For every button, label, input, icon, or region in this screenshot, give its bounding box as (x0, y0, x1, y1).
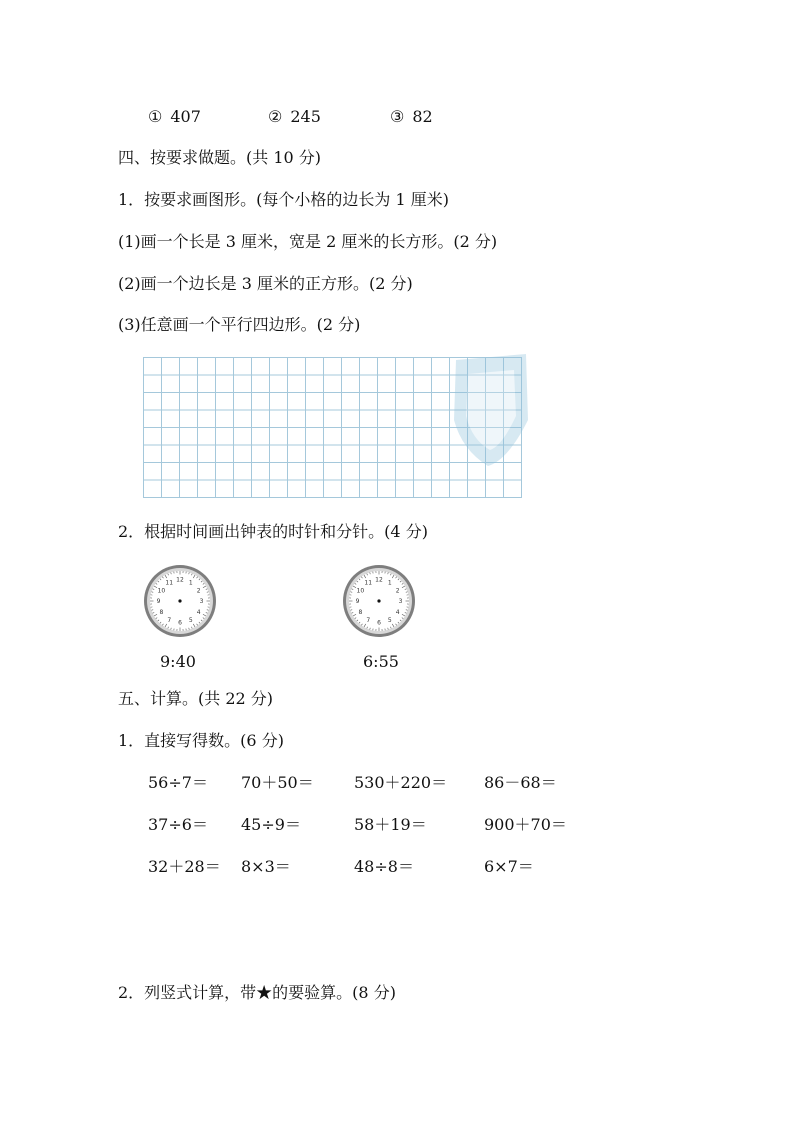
calc-item: 37÷6＝ (148, 815, 208, 834)
clock-face-1[interactable] (142, 563, 218, 639)
calc-item: 70＋50＝ (241, 773, 314, 792)
calc-item: 56÷7＝ (148, 773, 208, 792)
section5-title: 五、计算。(共 22 分) (118, 689, 274, 708)
calc-item: 530＋220＝ (354, 773, 448, 792)
clock-number: 1 (188, 579, 193, 587)
clock-number: 3 (199, 598, 204, 606)
calc-item: 86－68＝ (484, 773, 557, 792)
clock-number: 2 (395, 587, 400, 595)
choice-2-value: 245 (290, 107, 321, 126)
calc-item: 8×3＝ (241, 857, 291, 876)
section4-q1: 1．按要求画图形。(每个小格的边长为 1 厘米) (118, 190, 450, 209)
calc-item: 58＋19＝ (354, 815, 427, 834)
clock-number: 2 (196, 587, 201, 595)
clock-number: 4 (395, 608, 400, 616)
calc-item: 45÷9＝ (241, 815, 301, 834)
section5-q2: 2．列竖式计算，带★的要验算。(8 分) (118, 983, 396, 1002)
choice-2 (268, 107, 321, 127)
clock-number: 12 (176, 576, 184, 584)
choice-1 (148, 107, 201, 127)
section5-q1: 1．直接写得数。(6 分) (118, 731, 284, 750)
choice-3-value: 82 (412, 107, 433, 126)
choice-2-mark: ② (268, 107, 283, 126)
watermark-shield-icon (448, 350, 534, 470)
choice-1-value: 407 (170, 107, 201, 126)
calc-item: 48÷8＝ (354, 857, 414, 876)
choice-3 (390, 107, 433, 127)
section4-title: 四、按要求做题。(共 10 分) (118, 148, 322, 167)
clock-number: 11 (165, 579, 174, 587)
clock-number: 6 (377, 619, 381, 627)
clock-number: 10 (157, 587, 166, 595)
calc-item: 900＋70＝ (484, 815, 567, 834)
clock-face-2[interactable] (341, 563, 417, 639)
section4-q1-2: (2)画一个边长是 3 厘米的正方形。(2 分) (118, 274, 413, 293)
clock-number: 7 (167, 616, 172, 624)
clock-number: 3 (398, 598, 403, 606)
clock-number: 4 (196, 608, 201, 616)
clock-number: 1 (387, 579, 392, 587)
clock-number: 5 (387, 616, 392, 624)
clock-number: 10 (356, 587, 365, 595)
clock-number: 9 (156, 598, 161, 606)
clock-1-label: 9:40 (160, 652, 196, 671)
clock-number: 8 (358, 608, 363, 616)
clock-2-label: 6:55 (363, 652, 399, 671)
clock-number: 9 (355, 598, 360, 606)
clock-number: 5 (188, 616, 193, 624)
choice-3-mark: ③ (390, 107, 405, 126)
clock-number: 11 (364, 579, 373, 587)
section4-q1-3: (3)任意画一个平行四边形。(2 分) (118, 315, 361, 334)
clock-number: 7 (366, 616, 371, 624)
calc-item: 32＋28＝ (148, 857, 221, 876)
clock-number: 12 (375, 576, 383, 584)
section4-q1-1: (1)画一个长是 3 厘米，宽是 2 厘米的长方形。(2 分) (118, 232, 498, 251)
clock-number: 6 (178, 619, 182, 627)
calc-item: 6×7＝ (484, 857, 534, 876)
clock-number: 8 (159, 608, 164, 616)
choice-1-mark: ① (148, 107, 163, 126)
section4-q2: 2．根据时间画出钟表的时针和分针。(4 分) (118, 522, 428, 541)
